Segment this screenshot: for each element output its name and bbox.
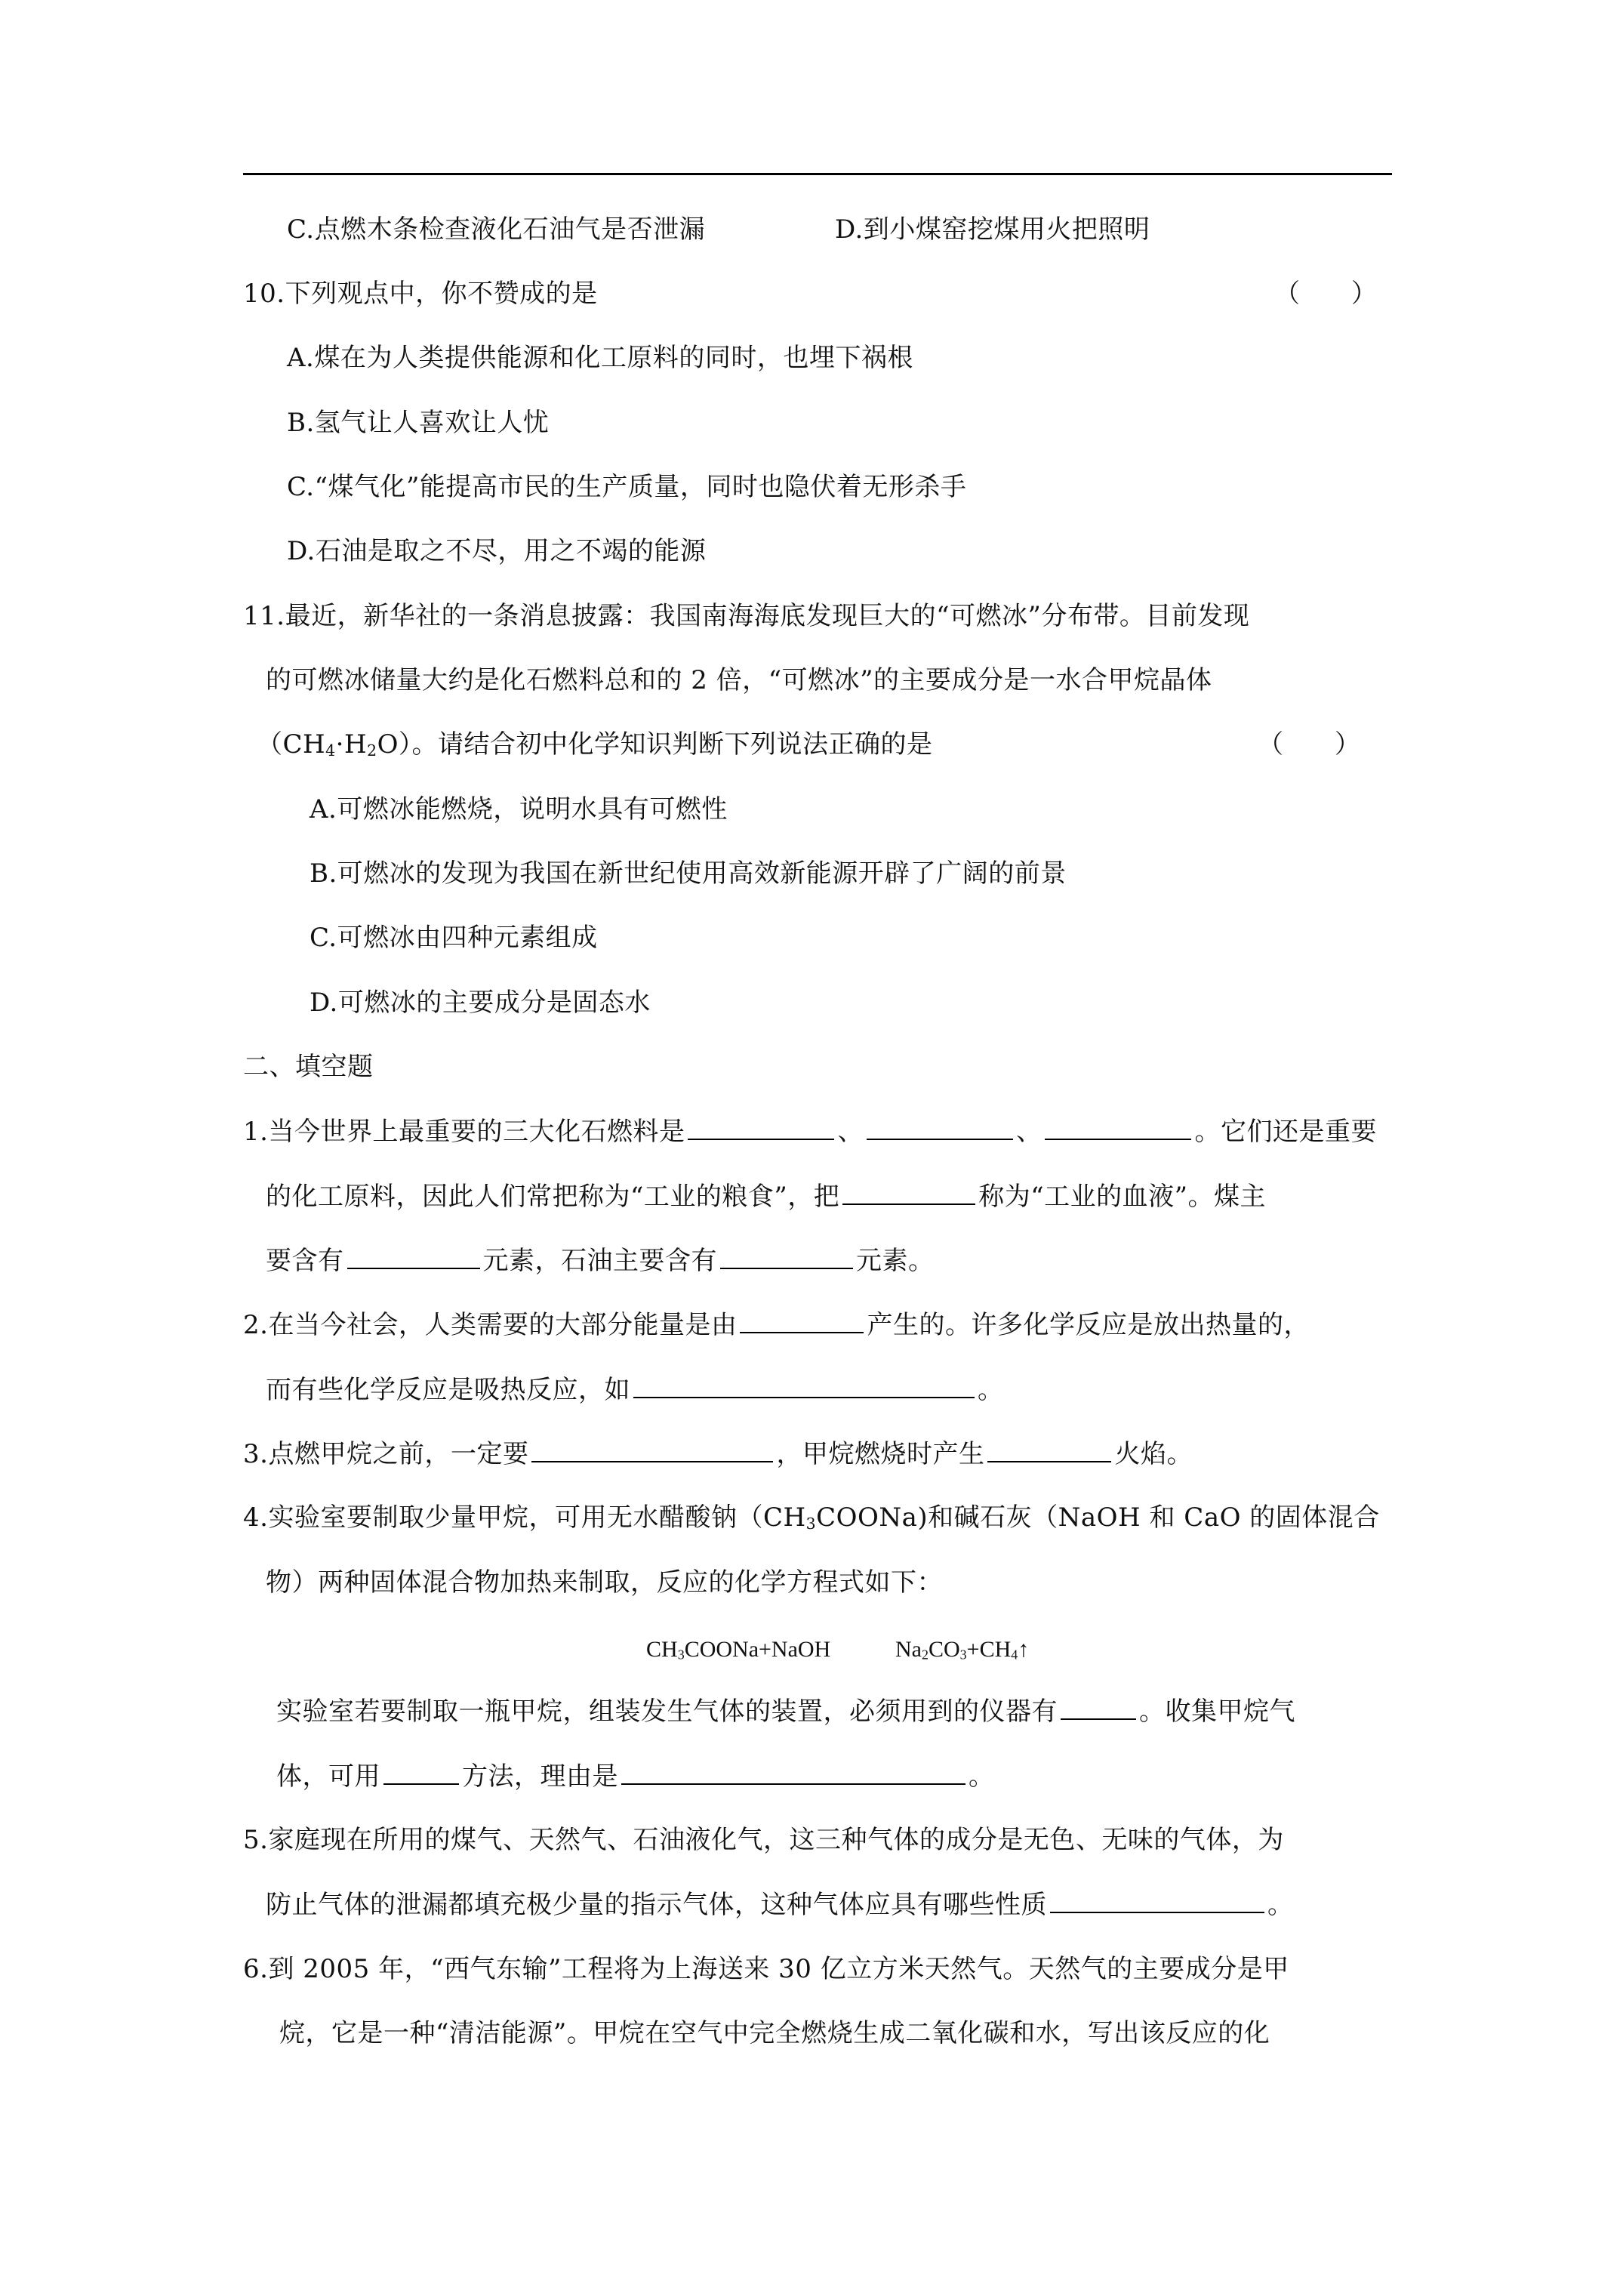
answer-blank[interactable] (621, 1759, 965, 1785)
q11-line-3: $(CH_4\cdot H_2O)$。请结合初中化学知识判断下列说法正确的是 (257, 729, 933, 760)
q11-option-a: A.可燃冰能燃烧，说明水具有可燃性 (310, 794, 728, 824)
f1-line-3: 要含有 元素，石油主要含有 元素。 (266, 1244, 935, 1277)
f4-line-1: 4.实验室要制取少量甲烷，可用无水醋酸钠$(CH_3COONa)$和碱石灰（NaOH 和 CaO 的固体混合 (243, 1502, 1380, 1533)
f5-line-2: 防止气体的泄漏都填充极少量的指示气体，这种气体应具有哪些性质 。 (266, 1888, 1294, 1922)
f4-line-3: 实验室若要制取一瓶甲烷，组装发生气体的装置，必须用到的仪器有 。收集甲烷气 (276, 1694, 1295, 1728)
answer-blank[interactable] (383, 1759, 459, 1785)
f1-line-2: 的化工原料，因此人们常把称为“工业的粮食”，把 称为“工业的血液”。煤主 (266, 1179, 1266, 1213)
answer-blank[interactable] (531, 1437, 773, 1462)
q11-option-c: C.可燃冰由四种元素组成 (310, 923, 598, 953)
f4-line-4: 体，可用 方法，理由是 。 (276, 1759, 995, 1793)
q11-line-1: 11.最近，新华社的一条消息披露：我国南海海底发现巨大的“可燃冰”分布带。目前发现 (243, 601, 1250, 631)
f6-line-2: 烷，它是一种“清洁能源”。甲烷在空气中完全燃烧生成二氧化碳和水，写出该反应的化 (279, 2018, 1270, 2048)
section-title-fill-in: 二、填空题 (243, 1052, 374, 1082)
answer-blank[interactable] (688, 1114, 834, 1140)
f2-line-1: 2.在当今社会，人类需要的大部分能量是由 产生的。许多化学反应是放出热量的， (243, 1308, 1310, 1342)
q11-answer-paren: （ ） (1258, 729, 1360, 760)
answer-blank[interactable] (842, 1179, 975, 1205)
q11-option-b: B.可燃冰的发现为我国在新世纪使用高效新能源开辟了广阔的前景 (310, 858, 1067, 889)
f5-line-1: 5.家庭现在所用的煤气、天然气、石油液化气，这三种气体的成分是无色、无味的气体，为 (243, 1825, 1284, 1855)
answer-blank[interactable] (347, 1244, 480, 1269)
q10-option-b: B.氢气让人喜欢让人忧 (287, 408, 550, 438)
q9-option-d: D.到小煤窑挖煤用火把照明 (835, 214, 1150, 245)
f2-line-2: 而有些化学反应是吸热反应，如 。 (266, 1373, 1004, 1407)
f6-line-1: 6.到 2005 年，“西气东输”工程将为上海送来 30 亿立方米天然气。天然气的主要成分是甲 (243, 1954, 1289, 1984)
answer-blank[interactable] (867, 1114, 1013, 1140)
f3-line: 3.点燃甲烷之前，一定要 ，甲烷燃烧时产生 火焰。 (243, 1437, 1193, 1471)
f4-equation-right: $Na_2CO_3+CH_4↑$ (895, 1637, 1030, 1663)
answer-blank[interactable] (633, 1373, 975, 1398)
q10-stem: 10.下列观点中，你不赞成的是 (243, 279, 598, 309)
f1-line-1: 1.当今世界上最重要的三大化石燃料是 、 、 。它们还是重要 (243, 1114, 1377, 1148)
q9-option-c: C.点燃木条检查液化石油气是否泄漏 (287, 214, 706, 245)
answer-blank[interactable] (1045, 1114, 1191, 1140)
answer-blank[interactable] (987, 1437, 1111, 1462)
f4-equation-left: $CH_3COONa+NaOH$ (646, 1637, 831, 1663)
answer-blank[interactable] (740, 1308, 864, 1333)
answer-blank[interactable] (1061, 1694, 1136, 1720)
q11-line-2: 的可燃冰储量大约是化石燃料总和的 2 倍，“可燃冰”的主要成分是一水合甲烷晶体 (266, 665, 1212, 695)
q11-option-d: D.可燃冰的主要成分是固态水 (310, 988, 651, 1018)
header-rule (243, 173, 1392, 175)
q10-option-d: D.石油是取之不尽，用之不竭的能源 (287, 536, 707, 566)
answer-blank[interactable] (1050, 1888, 1264, 1913)
f4-line-2: 物）两种固体混合物加热来制取，反应的化学方程式如下： (266, 1567, 943, 1598)
q10-option-c: C.“煤气化”能提高市民的生产质量，同时也隐伏着无形杀手 (287, 472, 967, 502)
q10-option-a: A.煤在为人类提供能源和化工原料的同时，也埋下祸根 (287, 343, 913, 373)
q10-answer-paren: （ ） (1274, 279, 1377, 309)
answer-blank[interactable] (720, 1244, 853, 1269)
